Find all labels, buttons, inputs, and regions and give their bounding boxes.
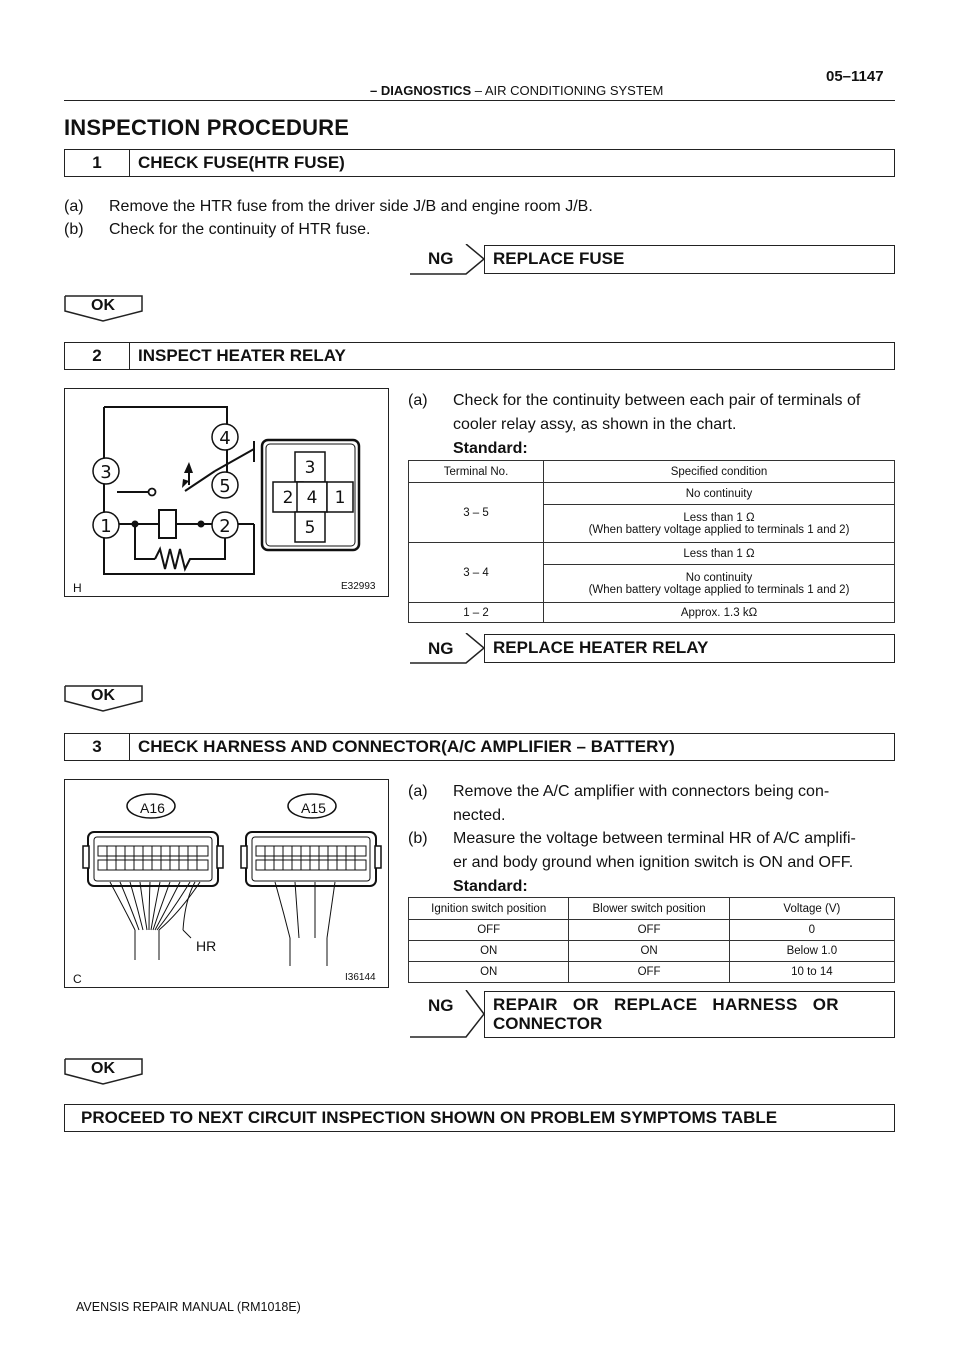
step-1-number: 1 [65, 150, 130, 176]
cell-line: (When battery voltage applied to terminals 1 and 2) [588, 583, 850, 596]
svg-text:4: 4 [306, 488, 318, 508]
svg-text:5: 5 [219, 476, 231, 497]
table-cell: Below 1.0 [729, 941, 894, 962]
figure-corner-label: C [73, 972, 82, 986]
para-text: Check for the continuity of HTR fuse. [109, 221, 371, 238]
cell-line: No continuity [685, 571, 753, 584]
svg-text:3: 3 [304, 458, 316, 478]
table-header: Voltage (V) [729, 898, 894, 920]
svg-text:2: 2 [219, 516, 231, 537]
relay-diagram-icon [65, 389, 387, 595]
para-line-2: cooler relay assy, as shown in the chart. [453, 416, 737, 433]
section-header-main: – DIAGNOSTICS [370, 83, 472, 98]
connector-figure [64, 779, 389, 988]
step-2-ng-action: REPLACE HEATER RELAY [484, 634, 895, 663]
table-cell: ON [409, 941, 569, 962]
ng-action-line-2: CONNECTOR [493, 1014, 603, 1033]
table-cell: OFF [569, 962, 729, 983]
header-rule [64, 100, 895, 101]
step-1-ng-action: REPLACE FUSE [484, 245, 895, 274]
cell-line: (When battery voltage applied to terminals 1 and 2) [588, 523, 850, 536]
para-text: Remove the HTR fuse from the driver side J/B and engine room J/B. [109, 198, 593, 215]
para-label: (a) [408, 783, 428, 800]
table-cell [544, 565, 895, 603]
step-3-ok-badge [64, 1058, 142, 1084]
ok-label: OK [91, 1060, 115, 1077]
step-2-title: INSPECT HEATER RELAY [138, 346, 346, 365]
standard-label: Standard: [453, 440, 528, 457]
figure-corner-label: H [73, 581, 82, 595]
terminal-label-hr: HR [196, 938, 217, 954]
connector-label-a15: A15 [301, 800, 326, 816]
svg-text:1: 1 [334, 488, 346, 508]
table-cell: OFF [409, 920, 569, 941]
table-cell: Less than 1 Ω [544, 543, 895, 565]
para-label: (a) [408, 392, 428, 409]
svg-text:1: 1 [100, 516, 112, 537]
step-1-title: CHECK FUSE(HTR FUSE) [138, 153, 345, 172]
para-label: (b) [408, 830, 428, 847]
step-1-ok-badge [64, 295, 142, 321]
table-header: Terminal No. [409, 461, 544, 483]
connector-label-a16: A16 [140, 800, 165, 816]
ok-label: OK [91, 297, 115, 314]
table-cell: 3 – 4 [409, 543, 544, 603]
para-line-1: Check for the continuity between each pair of terminals of [453, 392, 861, 409]
para-line-1: Remove the A/C amplifier with connectors being con- [453, 783, 830, 800]
step-3-number: 3 [65, 734, 130, 760]
cell-line: Less than 1 Ω [683, 511, 755, 524]
step-2-number: 2 [65, 343, 130, 369]
page-number: 05–1147 [826, 68, 884, 85]
para-label: (a) [64, 198, 84, 215]
relay-spec-table [408, 460, 895, 623]
step-1-para-b [64, 218, 895, 242]
final-instruction: PROCEED TO NEXT CIRCUIT INSPECTION SHOWN ON PROBLEM SYMPTOMS TABLE [64, 1104, 895, 1132]
table-cell: ON [409, 962, 569, 983]
figure-code: E32993 [341, 581, 376, 592]
para-line-1: Measure the voltage between terminal HR of A/C amplifi- [453, 830, 856, 847]
table-cell: 0 [729, 920, 894, 941]
table-cell: 3 – 5 [409, 483, 544, 543]
svg-text:2: 2 [282, 488, 294, 508]
relay-figure [64, 388, 389, 597]
table-cell: No continuity [544, 483, 895, 505]
step-3-box [64, 733, 895, 761]
section-header [370, 83, 663, 98]
step-2-box [64, 342, 895, 370]
table-cell: OFF [569, 920, 729, 941]
svg-text:3: 3 [100, 462, 112, 483]
para-line-2: nected. [453, 807, 506, 824]
table-cell: 10 to 14 [729, 962, 894, 983]
para-line-2: er and body ground when ignition switch is ON and OFF. [453, 854, 854, 871]
step-1-para-a [64, 195, 895, 219]
svg-text:4: 4 [219, 428, 231, 449]
svg-text:5: 5 [304, 518, 316, 538]
table-cell: 1 – 2 [409, 603, 544, 623]
table-cell: ON [569, 941, 729, 962]
step-2-ok-badge [64, 685, 142, 711]
step-3-para-b [408, 827, 898, 899]
footer-manual-id: AVENSIS REPAIR MANUAL (RM1018E) [76, 1300, 301, 1314]
step-2-ng-label: NG [428, 639, 454, 658]
figure-code: I36144 [345, 972, 376, 983]
table-cell: Approx. 1.3 kΩ [544, 603, 895, 623]
section-header-sub: – AIR CONDITIONING SYSTEM [474, 83, 664, 98]
table-header: Specified condition [544, 461, 895, 483]
step-3-title: CHECK HARNESS AND CONNECTOR(A/C AMPLIFIER – BATTERY) [138, 737, 675, 756]
table-cell [544, 505, 895, 543]
voltage-spec-table [408, 897, 895, 983]
step-1-ng-label: NG [428, 249, 454, 268]
page-title: INSPECTION PROCEDURE [64, 115, 350, 140]
step-3-para-a [408, 780, 898, 828]
step-3-ng-action [484, 991, 895, 1038]
ok-label: OK [91, 687, 115, 704]
table-header: Ignition switch position [409, 898, 569, 920]
table-header: Blower switch position [569, 898, 729, 920]
step-3-ng-label: NG [428, 996, 454, 1015]
para-label: (b) [64, 221, 84, 238]
step-2-para-a [408, 389, 898, 461]
step-1-box [64, 149, 895, 177]
standard-label: Standard: [453, 878, 528, 895]
ng-action-line-1: REPAIR OR REPLACE HARNESS OR [493, 995, 839, 1014]
connector-diagram-icon [65, 780, 387, 986]
